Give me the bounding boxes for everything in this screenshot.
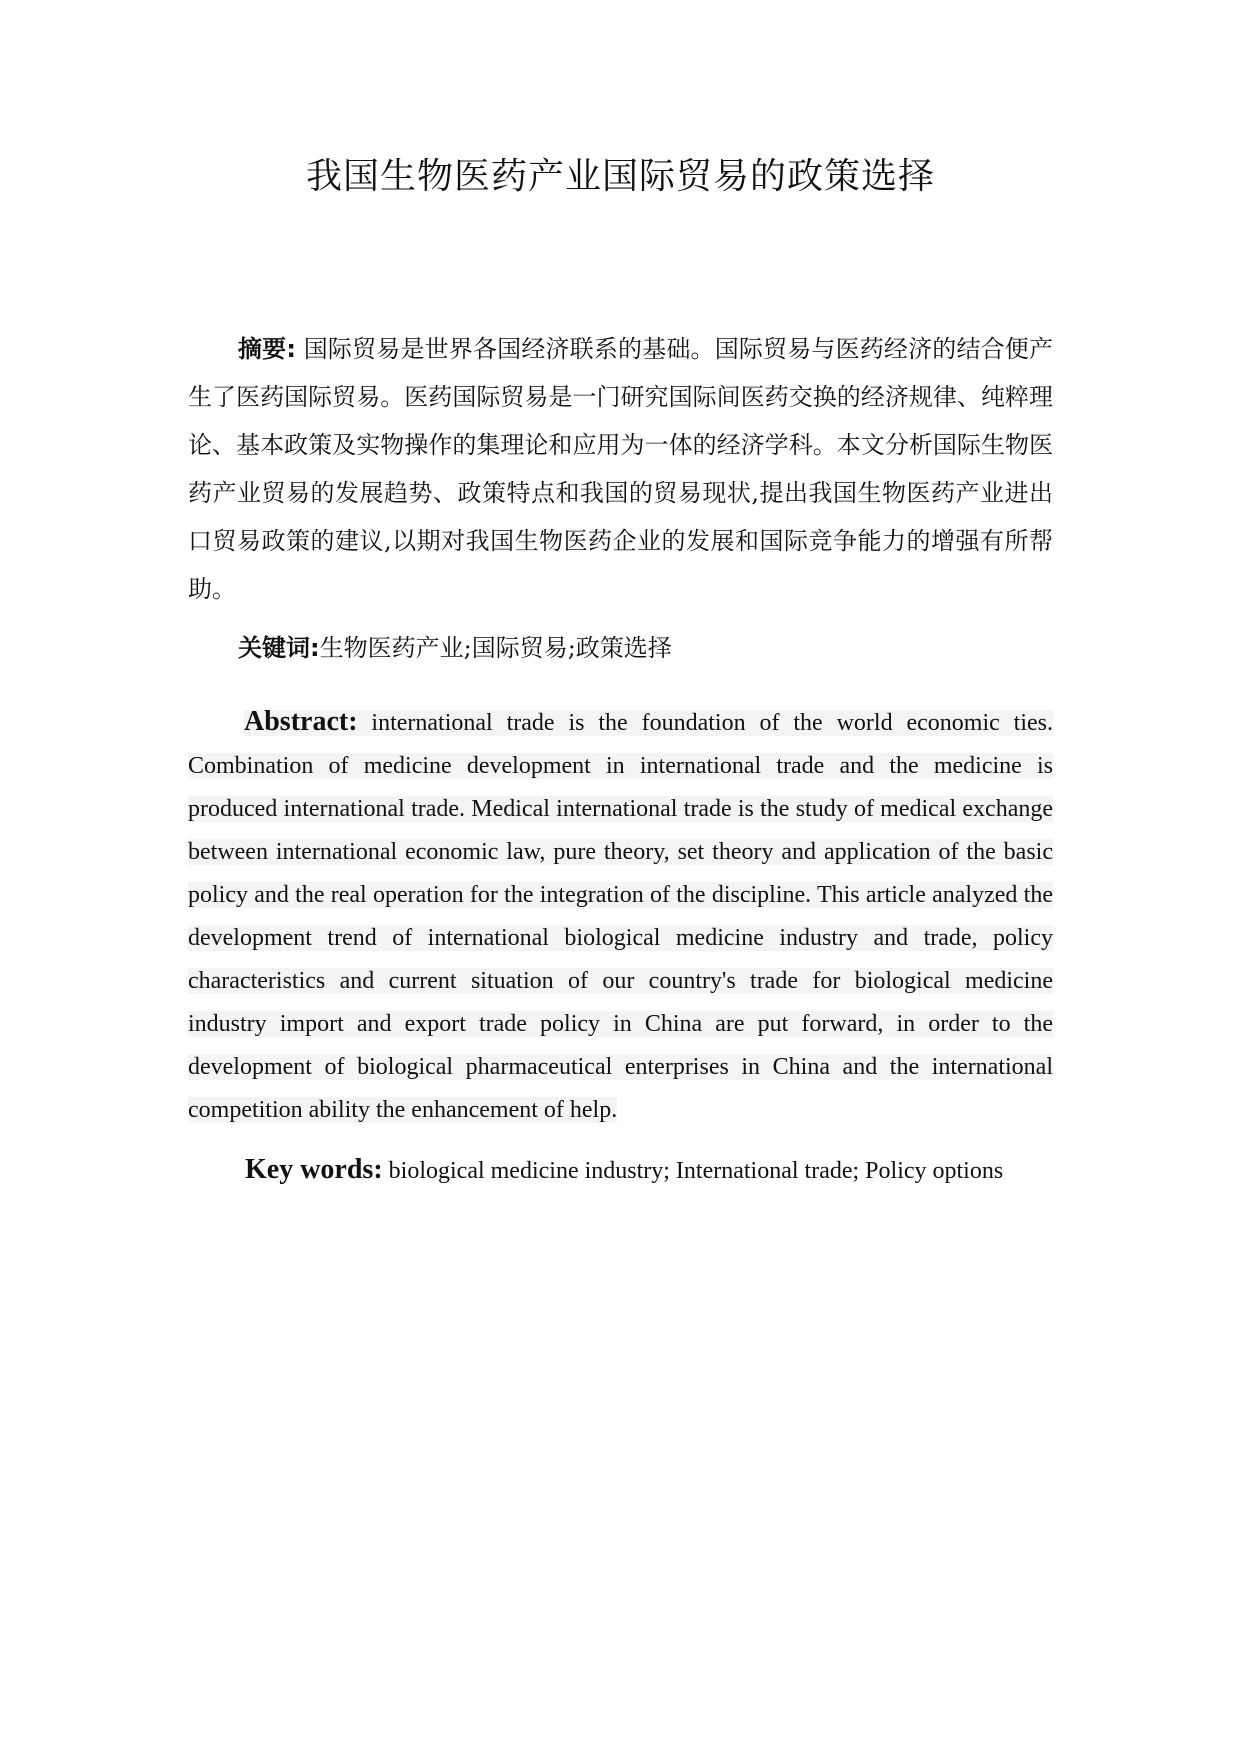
english-abstract-label: Abstract: <box>244 706 358 737</box>
english-keywords-label: Key words: <box>245 1154 383 1185</box>
chinese-abstract-text: 国际贸易是世界各国经济联系的基础。国际贸易与医药经济的结合便产生了医药国际贸易。医药国际贸易是一门研究国际间医药交换的经济规律、纯粹理论、基本政策及实物操作的集理论和应用为一体的经济学科。本文分析国际生物医药产业贸易的发展趋势、政策特点和我国的贸易现状,提出我国生物医药产业进出口贸易政策的建议,以期对我国生物医药企业的发展和国际竞争能力的增强有所帮助。 <box>188 335 1053 603</box>
chinese-keywords-text: 生物医药产业;国际贸易;政策选择 <box>319 634 672 662</box>
page-title: 我国生物医药产业国际贸易的政策选择 <box>305 156 935 197</box>
english-keywords <box>245 1150 1075 1191</box>
chinese-keywords <box>238 628 1053 668</box>
english-abstract-highlight <box>188 706 1053 1123</box>
english-abstract-text: international trade is the foundation of the world economic ties. Combination of medicine development in international trade and the medicine is produced international trade. Medical international trade is the study of medical exchange between international economic law, pure theory, set theory and application of the basic policy and the real operation for the integration of the discipline. This article analyzed the development trend of international biological medicine industry and trade, policy characteristics and current situation of our country's trade for biological medicine industry import and export trade policy in China are put forward, in order to the development of biological pharmaceutical enterprises in China and the international competition ability the enhancement of help. <box>188 710 1053 1123</box>
chinese-keywords-label: 关键词: <box>238 634 320 662</box>
chinese-abstract-label: 摘要: <box>238 335 296 363</box>
english-keywords-text: biological medicine industry; International trade; Policy options <box>382 1158 1004 1184</box>
english-abstract <box>188 700 1053 1132</box>
chinese-abstract <box>188 325 1053 613</box>
